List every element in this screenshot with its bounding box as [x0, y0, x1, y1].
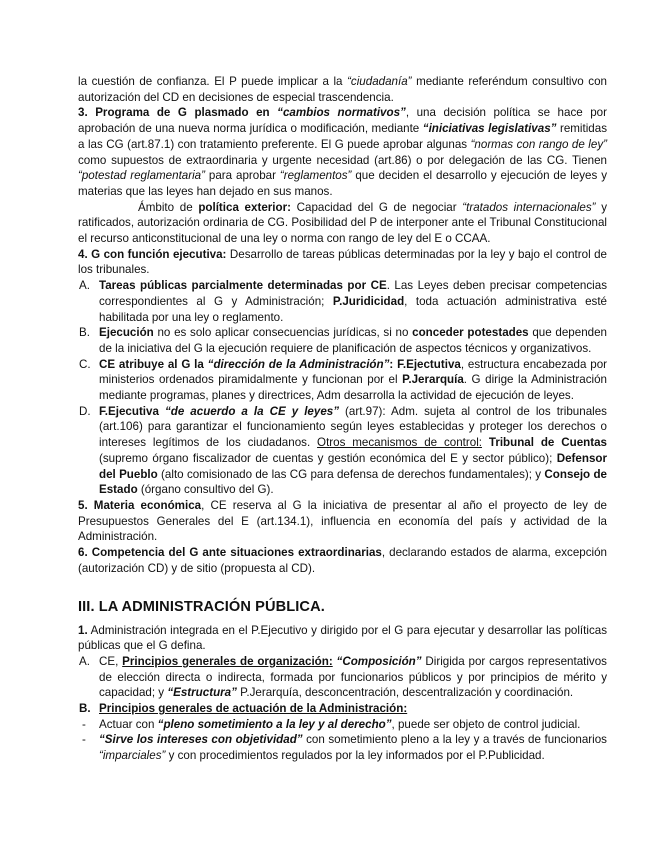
quote-imparciales: “imparciales”: [99, 749, 166, 763]
list-item-a: [78, 278, 607, 325]
text: remitidas a las CG (art.87.1) con tratamiento preferente. El G puede aprobar algunas: [78, 122, 607, 151]
quote-estructura: “Estructura”: [167, 686, 237, 700]
bold-term: : F.Ejectutiva: [389, 357, 461, 371]
text: . G dirige la Administración mediante programas, planes y directrices, Adm desarrolla la actividad de ejecución de leyes.: [99, 373, 607, 403]
quote-direccion-administracion: “dirección de la Administración”: [207, 357, 390, 371]
list-item-b: [78, 701, 607, 717]
section-heading: III. LA ADMINISTRACIÓN PÚBLICA.: [78, 598, 325, 615]
bold-term: P.Juridicidad: [332, 294, 405, 308]
paragraph-politica-exterior: [78, 200, 607, 247]
list-marker: B.: [79, 702, 91, 716]
list-marker: B.: [79, 326, 90, 340]
list-funcion-ejecutiva: [78, 278, 607, 498]
text: Actuar con: [99, 717, 158, 731]
paragraph-heading: 3. Programa de G plasmado en: [78, 106, 278, 120]
bold-term: P.Jerarquía: [402, 373, 464, 387]
text: (art.97): Adm. sujeta al control de los tribunales (art.106) para garantizar el funcionamiento según leyes establecidas y proteger los derechos o intereses legítimos de los ciudadanos.: [99, 404, 607, 450]
list-marker: A.: [79, 654, 90, 668]
text: y ratificados, autorización ordinaria de CG. Posibilidad del P de interponer ante el Tribunal Constitucional el recurso anticonstitucional de una ley o norma con rango de ley del E o CCAA.: [78, 200, 607, 246]
list-item-b: [78, 325, 607, 356]
paragraph-heading: 6. Competencia del G ante situaciones extraordinarias: [78, 546, 382, 560]
text: , una decisión política se hace por aprobación de una nueva norma jurídica o modificación, mediante: [78, 106, 607, 136]
text: (supremo órgano fiscalizador de cuentas y gestión económica del E y sector público);: [99, 451, 557, 465]
text: (alto comisionado de las CG para defensa de derechos fundamentales); y: [157, 467, 545, 481]
list-marker: A.: [79, 279, 90, 293]
bold-term: política exterior:: [198, 200, 291, 214]
section-paragraph-1: [78, 623, 607, 654]
text: Desarrollo de tareas públicas determinadas por la ley y bajo el control de los tribunales.: [78, 247, 607, 277]
quote-ciudadania: “ciudadanía”: [347, 75, 412, 88]
text: mediante referéndum consultivo con autorización del CD en decisiones de especial trascendencia.: [78, 75, 607, 104]
quote-iniciativas-legislativas: “iniciativas legislativas”: [422, 122, 557, 136]
bold-term: Tribunal de Cuentas: [488, 436, 607, 450]
bold-term: Ejecución: [99, 326, 154, 340]
list-principios: [78, 654, 607, 764]
quote-reglamentos: “reglamentos”: [279, 169, 352, 183]
paragraph-heading: 4. G con función ejecutiva:: [78, 247, 227, 261]
quote-composicion: “Composición”: [336, 654, 422, 668]
bold-term: CE atribuye al G la: [99, 357, 208, 371]
text: Dirigida por cargos representativos de elección directa o indirecta, formada por funcionarios públicos y por principios de mérito y capacidad; y: [99, 654, 607, 700]
text: (órgano consultivo del G).: [137, 483, 274, 497]
dash-item: [78, 717, 607, 733]
text: , toda actuación administrativa esté habilitada por una ley o reglamento.: [99, 294, 607, 324]
bold-term: Consejo de Estado: [99, 467, 607, 497]
text: Administración integrada en el P.Ejecutivo y dirigido por el G para ejecutar y desarrollar las políticas públicas que el G defina.: [78, 623, 607, 653]
bold-term: Defensor del Pueblo: [99, 451, 607, 481]
list-item-c: [78, 357, 607, 404]
list-marker: C.: [79, 357, 91, 371]
bold-term: Tareas públicas parcialmente determinadas por CE: [99, 279, 387, 293]
text: para aprobar: [205, 169, 280, 183]
text: la cuestión de confianza. El P puede implicar a la: [78, 75, 348, 88]
paragraph-heading: 5. Materia económica: [78, 498, 202, 512]
quote-pleno-sometimiento: “pleno sometimiento a la ley y al derecho”: [157, 717, 392, 731]
text: Ámbito de: [138, 200, 199, 214]
text: [482, 436, 489, 449]
text: con sometimiento pleno a la ley y a través de funcionarios: [302, 733, 607, 747]
text: . Las Leyes deben precisar competencias correspondientes al G y Administración;: [99, 279, 608, 308]
text: que dependen de la iniciativa del G la ejecución requiere de planificación de aspectos técnicos y organizativos.: [99, 326, 607, 355]
quote-cambios-normativos: “cambios normativos”: [277, 106, 406, 120]
quote-tratados: “tratados internacionales”: [462, 200, 596, 214]
dash-marker: -: [82, 733, 86, 747]
list-marker: D.: [79, 404, 91, 418]
intro-paragraph: [78, 74, 607, 105]
underlined-term: Otros mecanismos de control:: [317, 436, 482, 450]
paragraph-3-programa: [78, 105, 607, 199]
paragraph-number: 1.: [78, 623, 88, 637]
text: , declarando estados de alarma, excepción (autorización CD) y de sitio (propuesta al CD).: [78, 546, 607, 575]
text: no es solo aplicar consecuencias jurídicas, si no: [153, 326, 413, 340]
document-page: [78, 74, 607, 764]
bold-term: F.Ejecutiva: [99, 404, 165, 418]
text: y con procedimientos regulados por la ley informados por el P.Publicidad.: [165, 749, 545, 763]
text: que deciden el desarrollo y ejecución de leyes y materias que las leyes han dejado en sus manos.: [78, 169, 607, 198]
list-item-d: [78, 404, 607, 498]
underlined-heading: Principios generales de actuación de la Administración:: [99, 702, 408, 716]
quote-sirve-intereses: “Sirve los intereses con objetividad”: [99, 733, 303, 747]
text: CE,: [99, 654, 123, 668]
quote-normas-rango-ley: “normas con rango de ley”: [470, 137, 607, 151]
underlined-heading: Principios generales de organización:: [122, 654, 333, 668]
quote-potestad-reglamentaria: “potestad reglamentaria”: [78, 169, 205, 183]
bold-term: conceder potestades: [412, 326, 529, 340]
text: , puede ser objeto de control judicial.: [391, 717, 581, 731]
paragraph-5-materia-economica: [78, 498, 607, 545]
text: , estructura encabezada por ministerios ordenados piramidalmente y funcionan por el: [99, 357, 608, 387]
dash-marker: -: [82, 717, 86, 731]
text: como supuestos de extraordinaria y urgente necesidad (art.86) o por delegación de las CG. Tienen: [78, 153, 607, 167]
list-item-a: [78, 654, 607, 701]
dash-item: [78, 732, 607, 763]
paragraph-6-competencia: [78, 545, 607, 576]
text: , CE reserva al G la iniciativa de presentar al año el proyecto de ley de Presupuestos Generales del E (art.134.1), influencia en economía del país y actividad de la Administración.: [78, 498, 607, 544]
text: P.Jerarquía, desconcentración, descentralización y coordinación.: [236, 686, 574, 700]
text: Capacidad del G de negociar: [290, 200, 463, 214]
quote-ce-y-leyes: “de acuerdo a la CE y leyes”: [164, 404, 340, 418]
paragraph-4-funcion-ejecutiva: [78, 247, 607, 278]
